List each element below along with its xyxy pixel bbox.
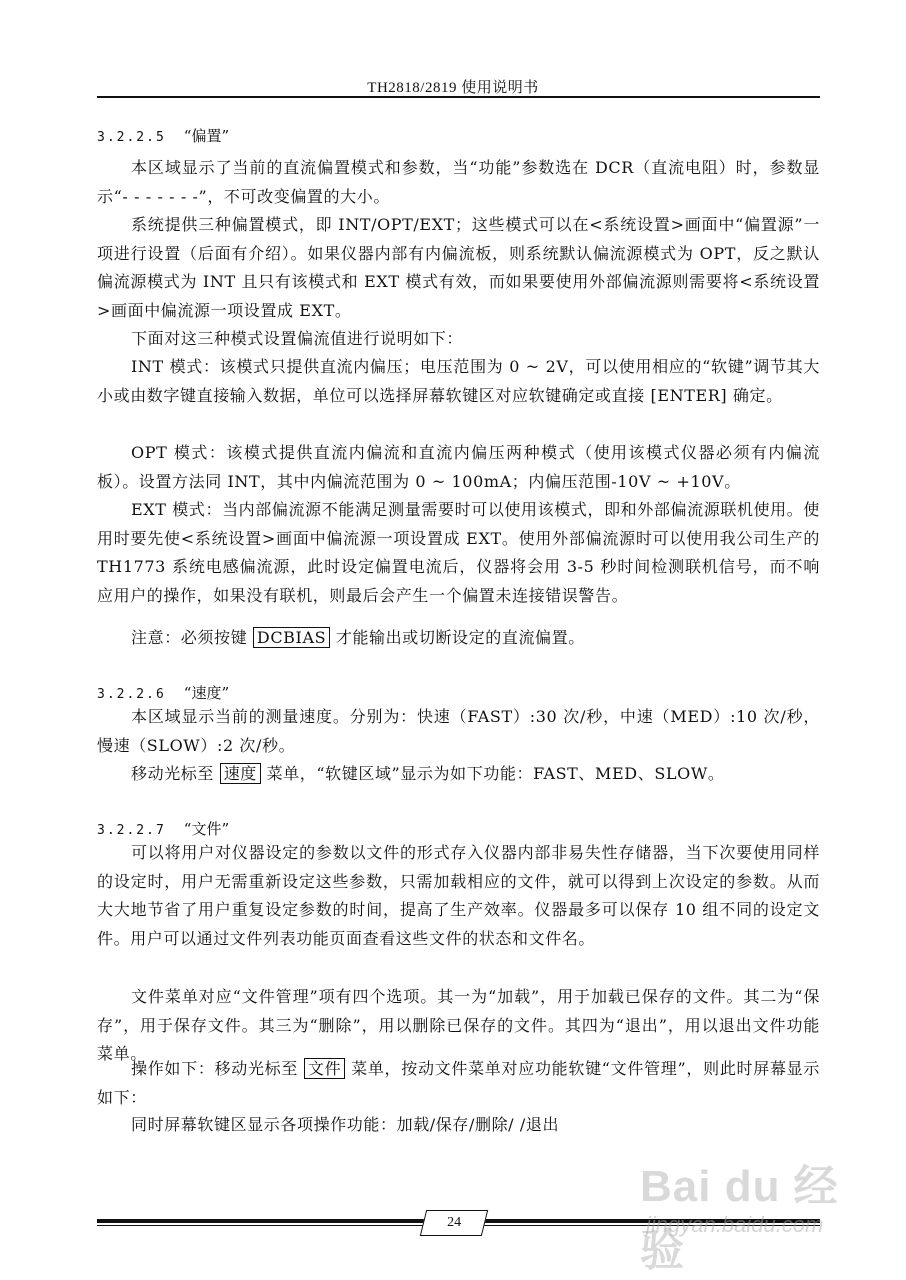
bias-opt-mode: OPT 模式：该模式提供直流内偏流和直流内偏压两种模式（使用该模式仪器必须有内偏流板）。设置方法同 INT，其中内偏流范围为 0 ~ 100mA；内偏压范围-10V ~ +10V。 [97,443,820,491]
file-menu-key: 文件 [304,1058,345,1079]
section-number: 3.2.2.6 [97,687,166,702]
bias-paragraph-2: 系统提供三种偏置模式，即 INT/OPT/EXT；这些模式可以在<系统设置>画面中“偏置源”一项进行设置（后面有介绍）。如果仪器内部有内偏流板，则系统默认偏流源模式为 OPT，反之默认偏流源模式为 INT 且只有该模式和 EXT 模式有效，而如果要使用外部偏流源则需要将<系统设置>画面中偏流源一项设置成 EXT。 [97,215,820,320]
section-title: “速度” [183,684,230,702]
baidu-watermark [640,1150,860,1275]
header-rule [97,96,820,98]
section-title: “文件” [183,820,230,838]
bias-note [97,624,820,653]
speed-paragraph-1: 本区域显示当前的测量速度。分别为：快速（FAST）:30 次/秒，中速（MED）:10 次/秒，慢速（SLOW）:2 次/秒。 [97,707,820,755]
bias-ext-mode: EXT 模式：当内部偏流源不能满足测量需要时可以使用该模式，即和外部偏流源联机使用。使用时要先使<系统设置>画面中偏流源一项设置成 EXT。使用外部偏流源时可以使用我公司生产的 TH1773 系统电感偏流源，此时设定偏置电流后，仪器将会用 3-5 秒时间检测联机信号，而不响应用户的操作，如果没有联机，则最后会产生一个偏置未连接错误警告。 [97,500,820,605]
bias-paragraph-1: 本区域显示了当前的直流偏置模式和参数，当“功能”参数选在 DCR（直流电阻）时，参数显示“- - - - - - -”，不可改变偏置的大小。 [97,158,820,206]
speed-paragraph-2 [97,760,820,789]
file-paragraph-1: 可以将用户对仪器设定的参数以文件的形式存入仪器内部非易失性存储器，当下次要使用同样的设定时，用户无需重新设定这些参数，只需加载相应的文件，就可以得到上次设定的参数。从而大大地节省了用户重复设定参数的时间，提高了生产效率。仪器最多可以保存 10 组不同的设定文件。用户可以通过文件列表功能页面查看这些文件的状态和文件名。 [97,843,820,948]
file-text-post: 菜单，按动文件菜单对应功能软键“文件管理”，则此时屏幕显示如下： [97,1059,820,1107]
page-number-box [420,1210,488,1236]
section-heading-bias [97,123,229,151]
header-title: TH2818/2819 使用说明书 [367,80,539,96]
bias-paragraph-3: 下面对这三种模式设置偏流值进行说明如下： [131,329,464,348]
watermark-logo: Bai du 经验 [640,1162,839,1275]
file-text-pre: 操作如下：移动光标至 [131,1059,304,1078]
note-text-pre: 注意：必须按键 [131,628,253,647]
section-title: “偏置” [183,127,230,145]
watermark-url: jingyan.baidu.com [646,1212,824,1237]
speed-menu-key: 速度 [220,763,261,784]
file-paragraph-2: 文件菜单对应“文件管理”项有四个选项。其一为“加载”，用于加载已保存的文件。其二为“保存”，用于保存文件。其三为“删除”，用以删除已保存的文件。其四为“退出”，用以退出文件功能菜单。 [97,987,820,1063]
section-number: 3.2.2.5 [97,130,166,145]
dcbias-key: DCBIAS [253,627,330,648]
bias-int-mode: INT 模式：该模式只提供直流内偏压；电压范围为 0 ~ 2V，可以使用相应的“软键”调节其大小或由数字键直接输入数据，单位可以选择屏幕软键区对应软键确定或直接 [ENTER] 确定。 [97,357,820,405]
speed-text-post: 菜单，“软键区域”显示为如下功能：FAST、MED、SLOW。 [260,764,725,783]
file-paragraph-4: 同时屏幕软键区显示各项操作功能：加载/保存/删除/ /退出 [131,1115,560,1134]
speed-text-pre: 移动光标至 [131,764,220,783]
file-paragraph-3 [97,1055,820,1112]
page-number: 24 [447,1215,462,1230]
note-text-post: 才能输出或切断设定的直流偏置。 [330,628,585,647]
section-number: 3.2.2.7 [97,823,166,838]
